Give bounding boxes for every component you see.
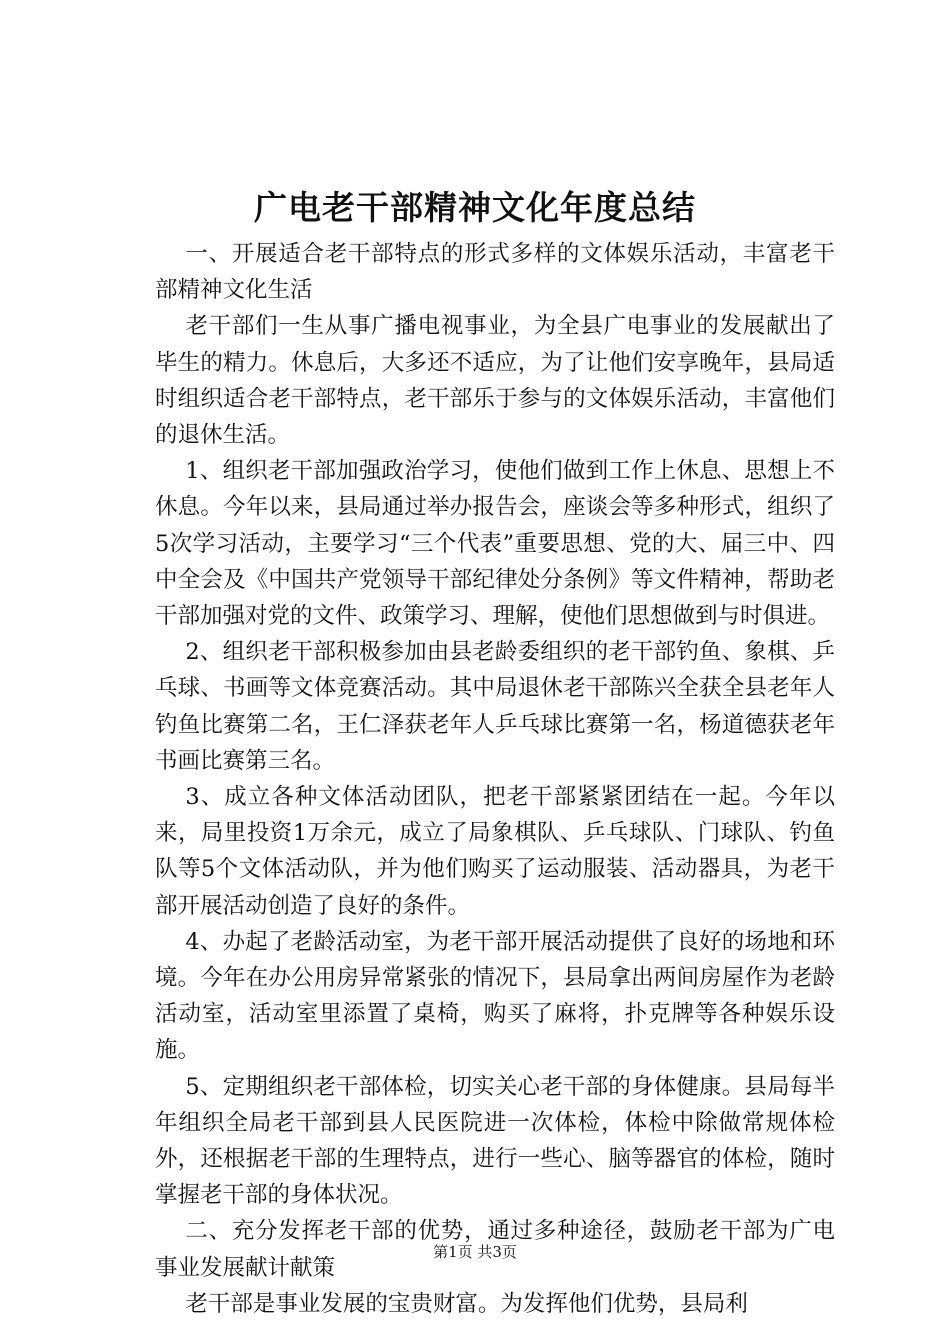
paragraph-item-2: 2、组织老干部积极参加由县老龄委组织的老干部钓鱼、象棋、乒乓球、书画等文体竞赛活动。其中局退休老干部陈兴全获全县老年人钓鱼比赛第二名，王仁泽获老年人乒乓球比赛第一名，杨道德获老年书画比赛第三名。 xyxy=(155,639,835,774)
page-number-footer: 第1页 共3页 xyxy=(433,1243,517,1261)
paragraph: 老干部们一生从事广播电视事业，为全县广电事业的发展献出了毕生的精力。休息后，大多还不适应，为了让他们安享晚年，县局适时组织适合老干部特点，老干部乐于参与的文体娱乐活动，丰富他们的退休生活。 xyxy=(155,313,835,449)
paragraph-section-1-heading: 一、开展适合老干部特点的形式多样的文体娱乐活动，丰富老干部精神文化生活 xyxy=(155,241,835,304)
paragraph-item-3: 3、成立各种文体活动团队，把老干部紧紧团结在一起。今年以来，局里投资1万余元，成立了局象棋队、乒乓球队、门球队、钓鱼队等5个文体活动队，并为他们购买了运动服装、活动器具，为老干部开展活动创造了良好的条件。 xyxy=(155,784,835,919)
document-title: 广电老干部精神文化年度总结 xyxy=(254,188,696,227)
document-body xyxy=(155,236,835,1322)
paragraph: 老干部是事业发展的宝贵财富。为发挥他们优势，县局利 xyxy=(185,1290,748,1317)
paragraph-item-4: 4、办起了老龄活动室，为老干部开展活动提供了良好的场地和环境。今年在办公用房异常紧张的情况下，县局拿出两间房屋作为老龄活动室，活动室里添置了桌椅，购买了麻将，扑克牌等各种娱乐设施。 xyxy=(155,928,835,1064)
paragraph-section-2-heading: 二、充分发挥老干部的优势，通过多种途径，鼓励老干部为广电事业发展献计献策 xyxy=(155,1218,835,1281)
paragraph-item-5: 5、定期组织老干部体检，切实关心老干部的身体健康。县局每半年组织全局老干部到县人民医院进一次体检，体检中除做常规体检外，还根据老干部的生理特点，进行一些心、脑等器官的体检，随时掌握老干部的身体状况。 xyxy=(155,1073,835,1209)
paragraph-item-1: 1、组织老干部加强政治学习，使他们做到工作上休息、思想上不休息。今年以来，县局通过举办报告会，座谈会等多种形式，组织了5次学习活动，主要学习“三个代表”重要思想、党的大、届三中、四中全会及《中国共产党领导干部纪律处分条例》等文件精神，帮助老干部加强对党的文件、政策学习、理解，使他们思想做到与时俱进。 xyxy=(155,458,835,630)
